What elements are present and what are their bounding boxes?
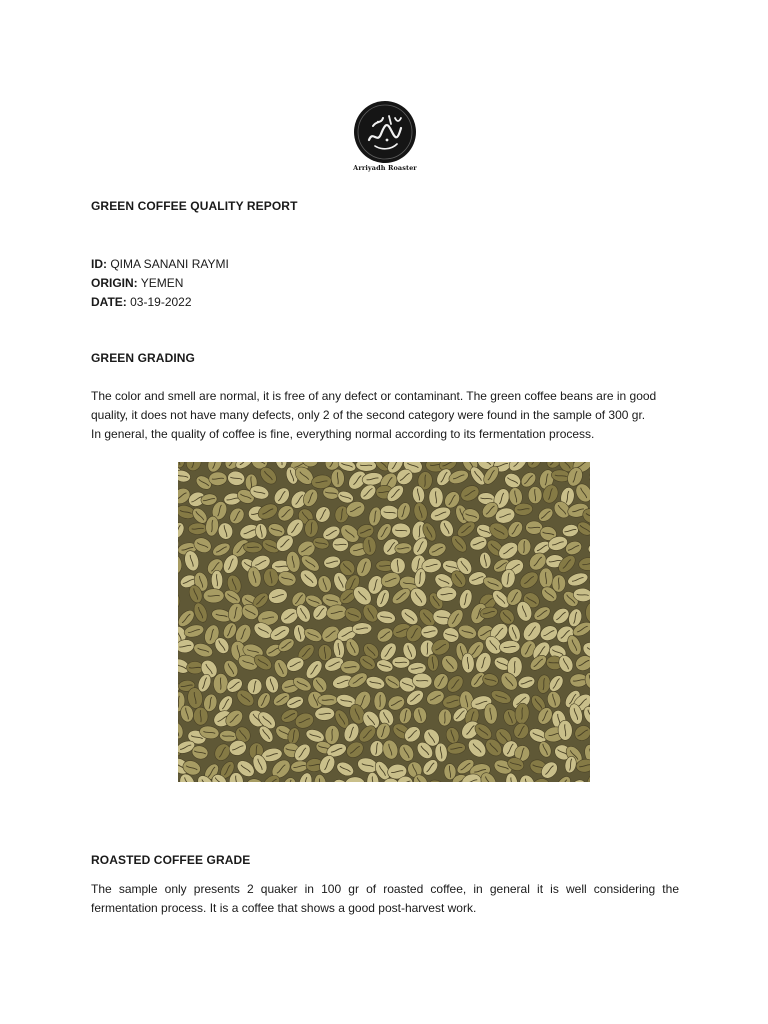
date-value: 03-19-2022 — [130, 295, 192, 309]
roasted-grade-paragraph — [91, 880, 679, 918]
id-label: ID: — [91, 257, 107, 271]
id-value: QIMA SANANI RAYMI — [110, 257, 229, 271]
origin-line — [91, 276, 183, 290]
green-coffee-beans-photo — [178, 462, 590, 782]
paragraph-line: In general, the quality of coffee is fine, everything normal according to its fermentation process. — [91, 427, 595, 441]
logo-caption: Arriyadh Roaster — [353, 164, 417, 172]
paragraph-line: quality, it does not have many defects, only 2 of the second category were found in the sample of 300 gr. — [91, 408, 646, 422]
date-label: DATE: — [91, 295, 127, 309]
green-grading-paragraph — [91, 387, 679, 444]
green-grading-heading: GREEN GRADING — [91, 351, 195, 365]
beans-image — [178, 462, 590, 782]
report-title: GREEN COFFEE QUALITY REPORT — [91, 199, 298, 213]
paragraph-line: The sample only presents 2 quaker in 100 gr of roasted coffee, in general it is well considering the — [91, 882, 679, 896]
origin-value: YEMEN — [140, 276, 184, 290]
origin-label: ORIGIN: — [91, 276, 138, 290]
id-line — [91, 257, 229, 271]
date-line — [91, 295, 192, 309]
paragraph-line: fermentation process. It is a coffee that shows a good post-harvest work. — [91, 901, 477, 915]
roasted-grade-heading: ROASTED COFFEE GRADE — [91, 853, 251, 867]
paragraph-line: The color and smell are normal, it is free of any defect or contaminant. The green coffee beans are in good — [91, 389, 657, 403]
